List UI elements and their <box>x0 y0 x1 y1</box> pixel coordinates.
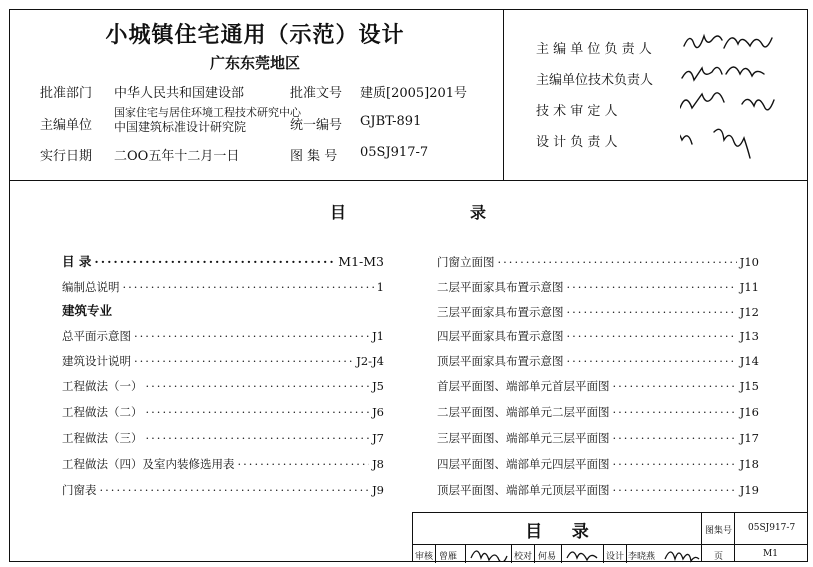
toc-leader-dots <box>613 482 737 498</box>
title-block-row-divider <box>413 544 808 545</box>
toc-entry-page: J10 <box>739 255 759 269</box>
toc-entry[interactable] <box>437 404 759 420</box>
signature-stroke <box>665 552 699 561</box>
title-block-divider <box>465 544 466 563</box>
toc-entry-title: 门窗立面图 <box>437 255 495 269</box>
unified-no-value: GJBT-891 <box>360 114 422 129</box>
toc-entry[interactable] <box>437 304 759 320</box>
toc-entry-page: M1-M3 <box>338 254 384 269</box>
atlas-no-cell-value: 05SJ917-7 <box>748 523 796 533</box>
toc-entry[interactable] <box>62 328 384 344</box>
approval-no-value: 建质[2005]201号 <box>360 86 468 101</box>
toc-entry[interactable] <box>437 279 759 295</box>
atlas-no-value: 05SJ917-7 <box>360 145 429 160</box>
toc-entry-title: 工程做法（四）及室内装修选用表 <box>62 457 235 471</box>
toc-entry-page: J1 <box>372 329 384 343</box>
title-block-divider <box>511 544 512 563</box>
signature-stroke <box>567 552 597 560</box>
toc-entry[interactable] <box>62 279 384 295</box>
title-block-divider <box>626 544 627 563</box>
title-block <box>412 512 808 562</box>
toc-entry-page: J7 <box>372 431 384 445</box>
toc-heading-left: 目 <box>330 203 347 222</box>
toc-entry-title: 二层平面图、端部单元二层平面图 <box>437 405 610 419</box>
toc-leader-dots <box>498 254 737 270</box>
toc-entry[interactable] <box>62 456 384 472</box>
chief-unit-line-1: 国家住宅与居住环境工程技术研究中心 <box>114 106 301 119</box>
toc-entry[interactable] <box>437 456 759 472</box>
toc-entry-page: J14 <box>739 354 759 368</box>
toc-entry[interactable] <box>437 482 759 498</box>
toc-entry-title: 工程做法（二） <box>62 405 143 419</box>
review-name: 曾雁 <box>439 552 458 562</box>
toc-leader-dots <box>567 279 737 295</box>
toc-leader-dots <box>94 254 335 270</box>
handwritten-signatures <box>680 26 800 176</box>
toc-entry-page: J16 <box>739 405 759 419</box>
title-block-divider <box>734 513 735 562</box>
chief-unit-line-2: 中国建筑标准设计研究院 <box>114 120 247 134</box>
toc-leader-dots <box>567 304 737 320</box>
toc-entry-title: 三层平面家具布置示意图 <box>437 305 564 319</box>
toc-entry[interactable] <box>62 378 384 394</box>
toc-entry-title: 三层平面图、端部单元三层平面图 <box>437 431 610 445</box>
toc-entry-title: 顶层平面家具布置示意图 <box>437 354 564 368</box>
toc-entry-page: J13 <box>739 329 759 343</box>
sig-label-tech-head: 主编单位技术负责人 <box>536 73 654 88</box>
toc-entry-page: J6 <box>372 405 384 419</box>
toc-entry-page: J17 <box>739 431 759 445</box>
toc-leader-dots <box>613 456 737 472</box>
approval-no-label: 批准文号 <box>290 86 343 101</box>
toc-leader-dots <box>613 404 737 420</box>
toc-entry-title: 建筑设计说明 <box>62 354 131 368</box>
toc-leader-dots <box>134 328 369 344</box>
toc-heading-right: 录 <box>470 203 487 222</box>
toc-leader-dots <box>613 430 737 446</box>
signature-stroke <box>471 551 507 562</box>
checker-signature <box>565 546 601 562</box>
atlas-subtitle: 广东东莞地区 <box>209 54 300 72</box>
title-block-divider <box>435 544 436 563</box>
toc-entry-page: J12 <box>739 305 759 319</box>
toc-leader-dots <box>567 328 737 344</box>
toc-section-title: 建筑专业 <box>62 303 113 318</box>
toc-leader-dots <box>146 404 370 420</box>
toc-entry-title: 目 录 <box>62 254 92 269</box>
designer-signature <box>663 545 701 563</box>
toc-entry[interactable] <box>62 353 384 369</box>
toc-section-heading <box>62 303 384 319</box>
toc-entry-title: 四层平面家具布置示意图 <box>437 329 564 343</box>
toc-entry[interactable] <box>62 404 384 420</box>
reviewer-signature <box>469 546 509 562</box>
signature-stroke <box>682 67 764 80</box>
review-label: 审核 <box>415 552 434 562</box>
toc-leader-dots <box>238 456 370 472</box>
toc-entry-title: 门窗表 <box>62 483 97 497</box>
toc-leader-dots <box>146 378 370 394</box>
toc-leader-dots <box>123 279 374 295</box>
toc-leader-dots <box>613 378 737 394</box>
effective-date-value: 二OO五年十二月一日 <box>114 149 240 164</box>
toc-entry-title: 二层平面家具布置示意图 <box>437 280 564 294</box>
title-block-name: 目 录 <box>525 522 589 542</box>
toc-entry[interactable] <box>62 430 384 446</box>
check-label: 校对 <box>514 552 533 562</box>
chief-unit-label: 主编单位 <box>40 118 93 133</box>
title-block-divider <box>603 544 604 563</box>
approval-dept-value: 中华人民共和国建设部 <box>114 86 245 101</box>
toc-entry[interactable] <box>62 254 384 270</box>
toc-entry[interactable] <box>437 378 759 394</box>
toc-entry[interactable] <box>62 482 384 498</box>
toc-entry-page: 1 <box>376 280 384 294</box>
toc-entry-page: J19 <box>739 483 759 497</box>
toc-entry[interactable] <box>437 353 759 369</box>
check-name: 何易 <box>538 552 557 562</box>
atlas-title: 小城镇住宅通用（示范）设计 <box>105 22 405 48</box>
atlas-no-label: 图 集 号 <box>290 149 338 164</box>
toc-leader-dots <box>567 353 737 369</box>
toc-entry[interactable] <box>437 430 759 446</box>
toc-leader-dots <box>134 353 353 369</box>
toc-entry-page: J8 <box>372 457 384 471</box>
toc-leader-dots <box>146 430 370 446</box>
title-block-divider <box>534 544 535 563</box>
unified-no-label: 统一编号 <box>290 118 343 133</box>
approval-dept-label: 批准部门 <box>40 86 93 101</box>
page-cell-label: 页 <box>714 552 724 562</box>
toc-entry-title: 工程做法（一） <box>62 379 143 393</box>
design-label: 设计 <box>606 552 625 562</box>
toc-entry-title: 首层平面图、端部单元首层平面图 <box>437 379 610 393</box>
effective-date-label: 实行日期 <box>40 149 93 164</box>
sig-label-unit-head: 主 编 单 位 负 责 人 <box>536 42 652 57</box>
toc-entry-title: 总平面示意图 <box>62 329 131 343</box>
toc-leader-dots <box>100 482 370 498</box>
toc-entry[interactable] <box>437 254 759 270</box>
toc-entry-title: 编制总说明 <box>62 280 120 294</box>
title-block-divider <box>561 544 562 563</box>
toc-entry-title: 顶层平面图、端部单元顶层平面图 <box>437 483 610 497</box>
signature-stroke <box>684 36 772 48</box>
title-block-divider <box>701 513 702 562</box>
toc-entry-title: 四层平面图、端部单元四层平面图 <box>437 457 610 471</box>
signature-stroke <box>680 93 774 110</box>
toc-entry-page: J9 <box>372 483 384 497</box>
design-name: 李晓燕 <box>628 552 656 562</box>
sig-label-reviewer: 技 术 审 定 人 <box>536 104 618 119</box>
toc-entry-title: 工程做法（三） <box>62 431 143 445</box>
toc-entry-page: J15 <box>739 379 759 393</box>
atlas-no-cell-label: 图集号 <box>705 526 733 536</box>
toc-entry-page: J18 <box>739 457 759 471</box>
toc-entry[interactable] <box>437 328 759 344</box>
toc-entry-page: J2-J4 <box>356 354 384 368</box>
toc-entry-page: J11 <box>739 280 759 294</box>
header-divider <box>9 180 808 181</box>
sig-label-design-head: 设 计 负 责 人 <box>536 135 618 150</box>
toc-entry-page: J5 <box>372 379 384 393</box>
header-vertical-separator <box>503 9 504 180</box>
signature-stroke <box>680 129 750 158</box>
page-cell-value: M1 <box>763 549 778 559</box>
